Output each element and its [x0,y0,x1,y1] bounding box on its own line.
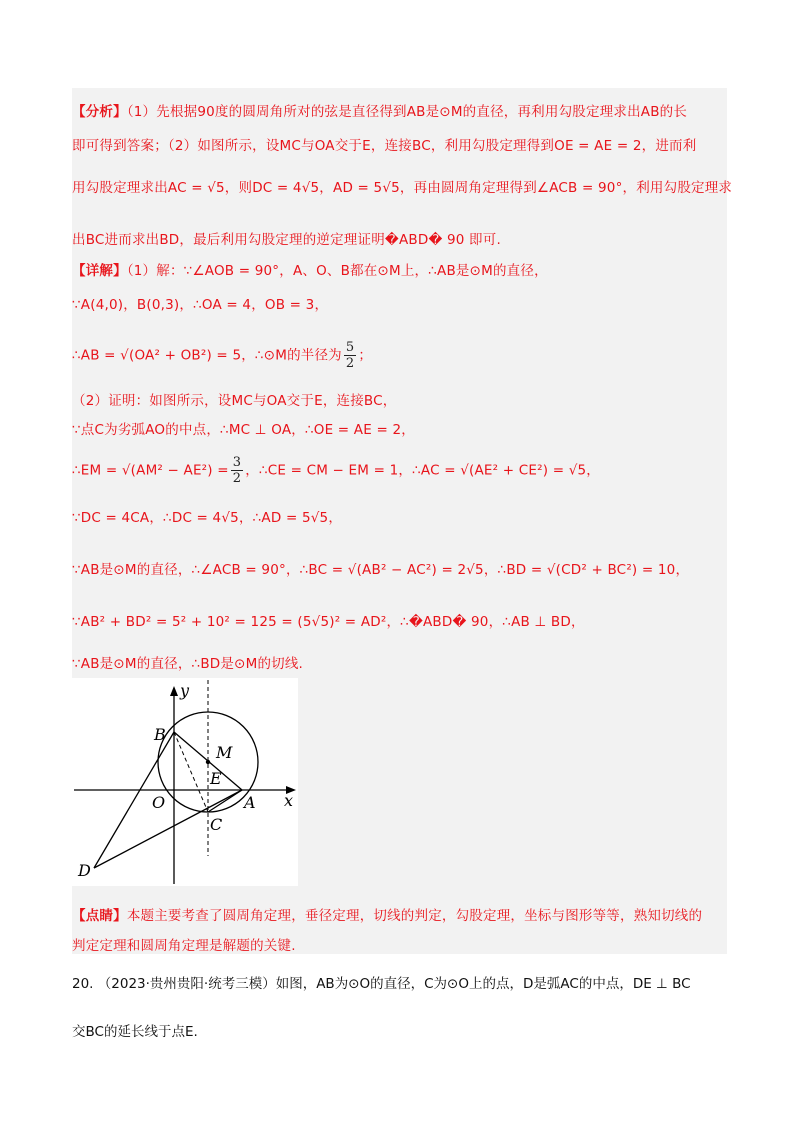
y-axis-arrow-icon [170,686,178,696]
detail-line-9: ∵AB² + BD² = 5² + 10² = 125 = (5√5)² = AD²，∴�ABD� 90，∴AB ⊥ BD， [72,614,585,630]
detail-tag: 【详解】 [72,263,127,279]
label-m: M [216,743,233,762]
analysis-text-1: （1）先根据90度的圆周角所对的弦是直径得到AB是⊙M的直径，再利用勾股定理求出AB的长 [126,104,688,120]
center-point-m [206,760,210,764]
geometry-figure [72,678,298,886]
radius-fraction [344,340,356,371]
label-d: D [78,861,91,880]
detail-line-5: ∵点C为劣弧AO的中点，∴MC ⊥ OA，∴OE = AE = 2， [72,422,415,438]
comment-tag: 【点睛】 [72,908,127,924]
analysis-line-4: 出BC进而求出BD，最后利用勾股定理的逆定理证明�ABD� 90 即可. [72,232,501,248]
detail-line-10: ∵AB是⊙M的直径，∴BD是⊙M的切线. [72,656,304,672]
label-c: C [210,815,223,834]
detail-line-3 [72,340,372,371]
comment-line-2: 判定定理和圆周角定理是解题的关键. [72,938,296,954]
question-20-line-2: 交BC的延长线于点E. [72,1024,198,1040]
em-numerator: 3 [232,455,242,470]
detail-line-6 [72,455,600,486]
comment-line-1 [72,904,702,924]
analysis-line-3: 用勾股定理求出AC = √5，则DC = 4√5，AD = 5√5，再由圆周角定理得到∠ACB = 90°，利用勾股定理求 [72,180,733,196]
radius-denominator: 2 [345,356,355,371]
detail-line-4: （2）证明：如图所示，设MC与OA交于E，连接BC， [72,393,397,409]
detail-text-6a: ∴EM = √(AM² − AE²) = [72,462,229,479]
comment-text-1: 本题主要考查了圆周角定理，垂径定理，切线的判定，勾股定理，坐标与图形等等，熟知切线的 [126,908,703,924]
em-fraction [231,455,243,486]
label-x: x [284,791,294,810]
label-a: A [244,793,256,812]
label-o: O [152,793,166,812]
radius-numerator: 5 [345,340,355,355]
detail-text-3a: ∴AB = √(OA² + OB²) = 5，∴⊙M的半径为 [72,347,342,364]
analysis-line-2: 即可得到答案；（2）如图所示，设MC与OA交于E，连接BC，利用勾股定理得到OE = AE = 2，进而利 [72,138,697,154]
label-y: y [180,681,190,700]
detail-text-3b: ； [358,347,373,364]
detail-line-7: ∵DC = 4CA，∴DC = 4√5，∴AD = 5√5， [72,510,343,526]
question-20-line-1: 20. （2023·贵州贵阳·统考三模）如图，AB为⊙O的直径，C为⊙O上的点，D是弧AC的中点，DE ⊥ BC [72,976,691,992]
label-e: E [210,769,222,788]
detail-line-2: ∵A(4,0)，B(0,3)，∴OA = 4，OB = 3， [72,297,329,313]
detail-line-1 [72,259,548,279]
analysis-tag: 【分析】 [72,104,127,120]
geometry-diagram [72,678,298,886]
em-denominator: 2 [232,471,242,486]
analysis-line-1 [72,100,687,120]
segment-bc [174,732,208,812]
detail-line-8: ∵AB是⊙M的直径，∴∠ACB = 90°，∴BC = √(AB² − AC²) = 2√5，∴BD = √(CD² + BC²) = 10， [72,562,690,578]
detail-text-1: （1）解：∵∠AOB = 90°，A、O、B都在⊙M上，∴AB是⊙M的直径， [126,263,548,279]
label-b: B [154,725,166,744]
detail-text-6b: ，∴CE = CM − EM = 1，∴AC = √(AE² + CE²) = √5， [245,462,600,479]
